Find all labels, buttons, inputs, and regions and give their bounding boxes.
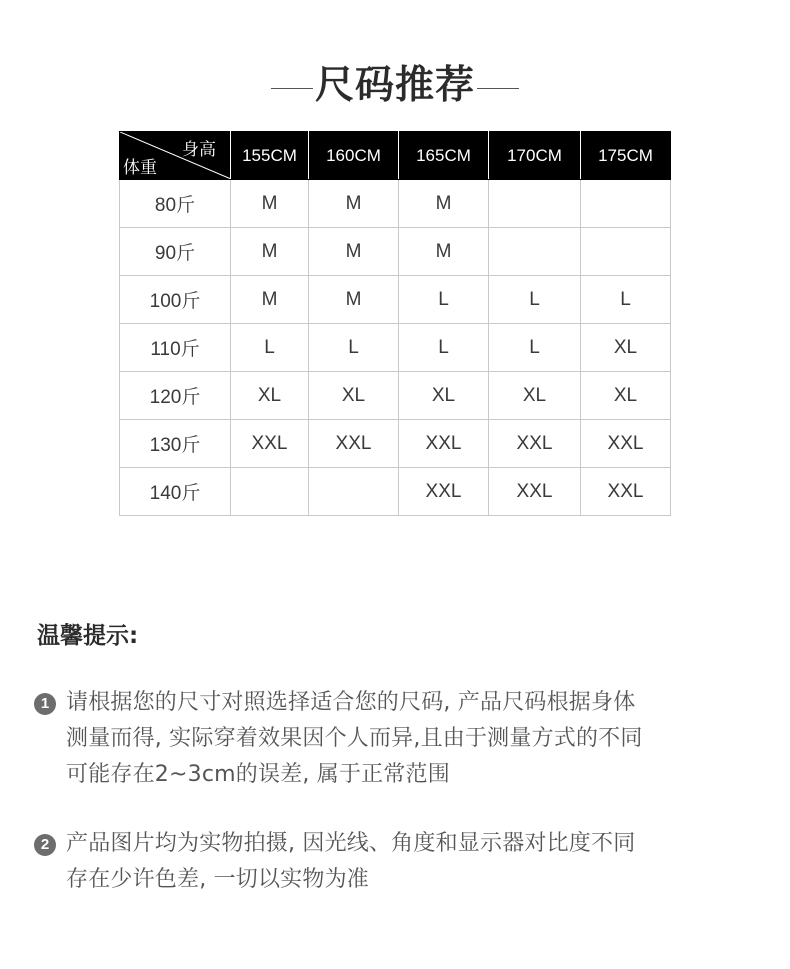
table-row	[120, 228, 671, 276]
size-cell: XXL	[489, 420, 581, 468]
size-cell: M	[309, 180, 399, 228]
size-cell: L	[489, 276, 581, 324]
page-title: 尺码推荐	[314, 63, 475, 108]
height-header: 165CM	[399, 132, 489, 180]
size-cell: L	[399, 324, 489, 372]
height-header: 160CM	[309, 132, 399, 180]
size-cell: XL	[489, 372, 581, 420]
size-cell: L	[231, 324, 309, 372]
tip-item-2	[34, 826, 774, 898]
size-cell: XXL	[489, 468, 581, 516]
size-cell: XXL	[581, 468, 671, 516]
size-recommendation-table	[119, 131, 671, 516]
tip-line: 可能存在2~3cm的误差, 属于正常范围	[66, 762, 450, 787]
size-cell	[309, 468, 399, 516]
size-cell: XXL	[309, 420, 399, 468]
size-cell: XL	[309, 372, 399, 420]
tip-text	[66, 685, 774, 793]
table-row	[120, 324, 671, 372]
tip-number-badge: 1	[34, 693, 56, 715]
corner-weight-label: 体重	[123, 158, 157, 178]
size-cell: XL	[581, 372, 671, 420]
tips-title: 温馨提示:	[37, 623, 139, 649]
size-cell: M	[231, 228, 309, 276]
tip-line: 存在少许色差, 一切以实物为准	[66, 867, 369, 892]
tip-number-badge: 2	[34, 834, 56, 856]
size-cell: XXL	[399, 420, 489, 468]
tip-item-1	[34, 685, 774, 793]
weight-cell: 100斤	[120, 276, 231, 324]
size-cell: XXL	[231, 420, 309, 468]
weight-cell: 80斤	[120, 180, 231, 228]
size-cell: L	[489, 324, 581, 372]
title-dash-left	[271, 88, 313, 89]
height-header: 155CM	[231, 132, 309, 180]
size-cell: XL	[399, 372, 489, 420]
corner-height-label: 身高	[182, 140, 216, 160]
table-row	[120, 372, 671, 420]
size-cell: L	[309, 324, 399, 372]
height-header: 170CM	[489, 132, 581, 180]
weight-cell: 140斤	[120, 468, 231, 516]
size-cell: L	[399, 276, 489, 324]
table-row	[120, 468, 671, 516]
size-cell	[489, 228, 581, 276]
table-corner-cell	[120, 132, 231, 180]
size-cell: M	[399, 228, 489, 276]
tip-line: 产品图片均为实物拍摄, 因光线、角度和显示器对比度不同	[66, 831, 636, 856]
height-header: 175CM	[581, 132, 671, 180]
size-cell: XL	[581, 324, 671, 372]
weight-cell: 90斤	[120, 228, 231, 276]
title-dash-right	[477, 88, 519, 89]
weight-cell: 130斤	[120, 420, 231, 468]
size-cell: M	[309, 228, 399, 276]
table-row	[120, 276, 671, 324]
size-cell: M	[231, 180, 309, 228]
table-row	[120, 180, 671, 228]
tip-text	[66, 826, 774, 898]
tip-line: 请根据您的尺寸对照选择适合您的尺码, 产品尺码根据身体	[66, 690, 636, 715]
size-cell: M	[399, 180, 489, 228]
title-row	[0, 58, 790, 114]
size-cell	[231, 468, 309, 516]
size-cell: XXL	[399, 468, 489, 516]
size-cell: L	[581, 276, 671, 324]
size-cell: XL	[231, 372, 309, 420]
tip-line: 测量而得, 实际穿着效果因个人而异,且由于测量方式的不同	[66, 726, 643, 751]
size-cell	[489, 180, 581, 228]
size-cell	[581, 228, 671, 276]
size-cell: M	[231, 276, 309, 324]
table-header-row	[120, 132, 671, 180]
size-cell: M	[309, 276, 399, 324]
size-cell	[581, 180, 671, 228]
size-cell: XXL	[581, 420, 671, 468]
table-row	[120, 420, 671, 468]
weight-cell: 120斤	[120, 372, 231, 420]
weight-cell: 110斤	[120, 324, 231, 372]
